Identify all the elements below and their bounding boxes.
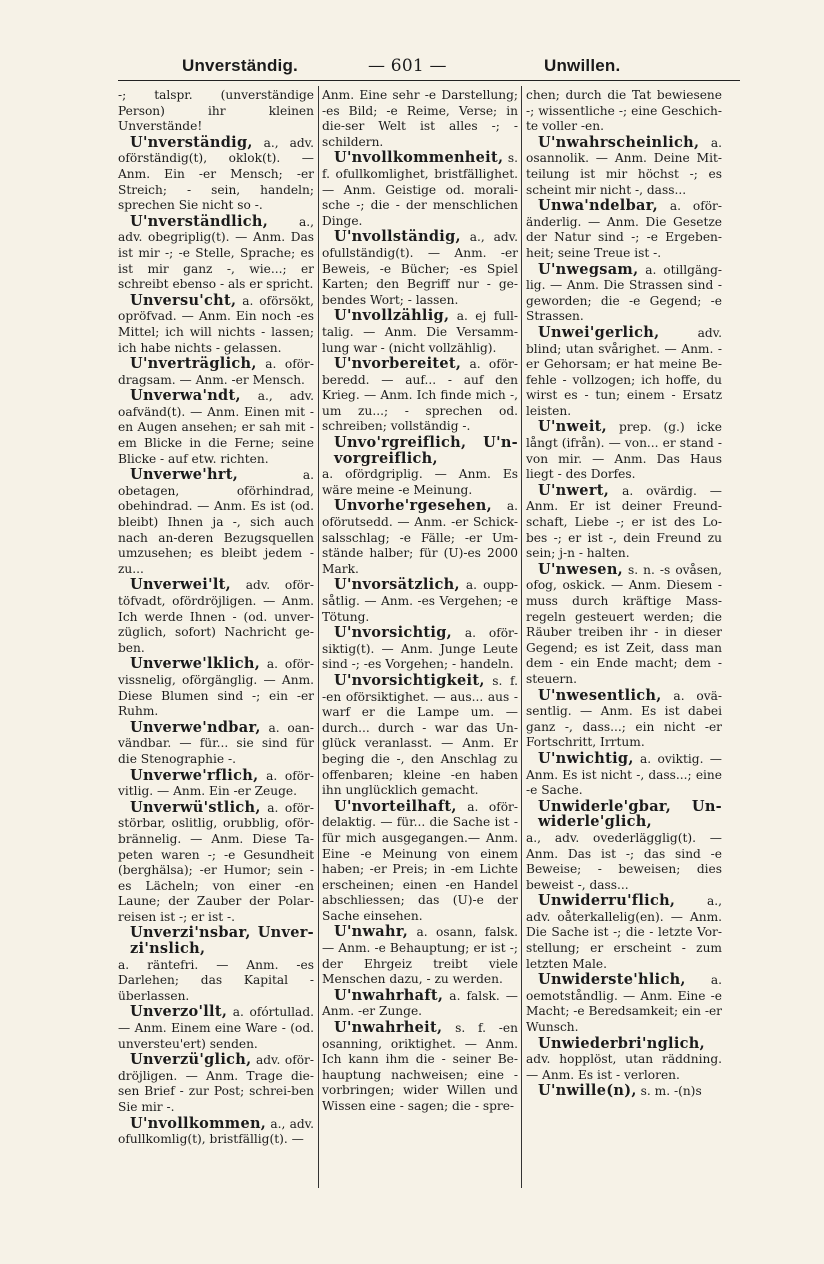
entry-headword: U'nwahrhaft, (334, 986, 444, 1004)
dictionary-entry (322, 799, 518, 925)
entry-text: s. n. -s ovåsen, ofog, oskick. — Anm. Diesem - muss durch kräftige Mass-regeln gesteuert werden; die Räuber treiben ihr - in dieser Gegend; es ist Zeit, dass man dem - ein Ende macht; dem - steuern. (526, 562, 722, 686)
entry-text: -; talspr. (unverständige Person) ihr kleinen Unverstände! (118, 88, 314, 134)
entry-text: a. oför-vitlig. — Anm. Ein -er Zeuge. (118, 768, 314, 799)
entry-headword: Unwa'ndelbar, (538, 197, 658, 215)
entry-headword: U'nwegsam, (538, 260, 639, 278)
dictionary-entry (118, 293, 314, 356)
entry-text: a. oan-vändbar. — für... sie sind für die Stenographie -. (118, 720, 314, 766)
dictionary-entry (526, 893, 722, 972)
text-column-1 (118, 88, 314, 1148)
dictionary-entry (322, 673, 518, 799)
entry-headword: Unwiderru'flich, (538, 892, 676, 910)
entry-text: a., adv. oförständig(t), oklok(t). — Anm. Ein -er Mensch; -er Streich; - sein, handeln; sprechen Sie nicht so -. (118, 135, 314, 213)
dictionary-entry (118, 214, 314, 293)
entry-headword: Unverzü'glich, (130, 1051, 252, 1069)
entry-headword: U'nwahrheit, (334, 1019, 443, 1037)
dictionary-entry (526, 88, 722, 135)
header-rule (118, 80, 740, 81)
entry-headword: U'nwesentlich, (538, 686, 662, 704)
entry-text: a. oför-änderlig. — Anm. Die Gesetze der Natur sind -; -e Ergeben-heit; seine Treue ist -. (526, 199, 722, 260)
dictionary-entry (118, 800, 314, 926)
entry-text: adv. hopplöst, utan räddning. — Anm. Es ist - verloren. (526, 1052, 722, 1082)
entry-text: a. oför-delaktig. — für... die Sache ist - für mich ausgegangen.— Anm. Eine -e Meinung von einem haben; -er Preis; in -em Lichte erscheinen; einen -en Handel abschliessen; das (U)-e der Sache einsehen. (322, 799, 518, 923)
entry-text: a. ej full-talig. — Anm. Die Versamm-lung war - (nicht vollzählig). (322, 309, 518, 355)
dictionary-entry (322, 229, 518, 308)
entry-text: a. oför-dragsam. — Anm. -er Mensch. (118, 357, 314, 387)
dictionary-entry (118, 135, 314, 214)
entry-text: a. falsk. — Anm. -er Zunge. (322, 988, 518, 1019)
entry-text: a., adv. ovederlägglig(t). — Anm. Das ist -; das sind -e Beweise; - beweisen; dies beweist -, dass... (526, 830, 722, 892)
entry-headword: U'nvollkommenheit, (334, 149, 504, 167)
dictionary-entry (118, 1116, 314, 1148)
dictionary-entry (526, 688, 722, 751)
entry-text: a. ofórtullad. — Anm. Einem eine Ware - (od. unversteu'ert) senden. (118, 1005, 314, 1051)
text-column-3 (526, 88, 722, 1100)
entry-headword: Unverwe'rflich, (130, 766, 259, 784)
dictionary-entry (118, 656, 314, 719)
entry-text: a., adv. obegriplig(t). — Anm. Das ist mir -; -e Stelle, Sprache; es ist mir ganz -, wie...; er schreibt ebenso - als er spricht. (118, 214, 314, 292)
dictionary-entry (118, 1004, 314, 1052)
dictionary-entry (526, 483, 722, 562)
entry-text: s. f. ofullkomlighet, bristfällighet. — Anm. Geistige od. morali-sche -; die - der menschlichen Dinge. (322, 151, 518, 228)
entry-headword: Unvo'rgreiflich, U'n-vorgreiflich, (334, 434, 518, 467)
entry-headword: U'nweit, (538, 418, 607, 436)
entry-text: a. oupp-såtlig. — Anm. -es Vergehen; -e Tötung. (322, 578, 518, 624)
dictionary-entry (526, 419, 722, 482)
entry-headword: Unverwa'ndt, (130, 387, 241, 405)
entry-text: a. ofördgriplig. — Anm. Es wäre meine -e Meinung. (322, 467, 518, 497)
entry-headword: Unverwe'lklich, (130, 655, 261, 673)
entry-headword: Unverwe'hrt, (130, 466, 239, 484)
entry-text: a. osann, falsk. — Anm. -e Behauptung; er ist -; der Ehrgeiz treibt viele Menschen dazu, - zu werden. (322, 925, 518, 987)
dictionary-entry (526, 562, 722, 688)
dictionary-entry (118, 356, 314, 388)
page-header (118, 56, 738, 82)
dictionary-entry (118, 1052, 314, 1115)
entry-text: s. m. -(n)s (636, 1084, 702, 1099)
entry-headword: Unwiderste'hlich, (538, 971, 686, 989)
header-guideword-right: Unwillen. (544, 56, 621, 75)
entry-text: adv. blind; utan svårighet. — Anm. -er Gehorsam; er hat meine Be-fehle - vollzogen; ich hoffe, du wirst es - tun; einem - Ersatz leisten. (526, 325, 722, 418)
dictionary-entry (322, 435, 518, 498)
entry-text: a. otillgäng-lig. — Anm. Die Strassen sind - geworden; die -e Gegend; -e Strassen. (526, 262, 722, 324)
entry-text: a. oför-störbar, oslitlig, orubblig, oför-brännelig. — Anm. Diese Ta-peten waren -; -e Gesundheit (berghälsa); -er Humor; sein -es Lächeln; von einer -en Laune; der Zauber der Polar-reisen ist -; er ist -. (118, 800, 314, 924)
dictionary-entry (526, 799, 722, 894)
entry-headword: U'nvorsätzlich, (334, 576, 460, 594)
dictionary-entry (118, 720, 314, 768)
entry-text: s. f. -en osanning, oriktighet. — Anm. Ich kann ihm die - seiner Be-hauptung nachweisen; eine - vorbringen; wider Willen und Wissen eine - sagen; die - spre- (322, 1021, 518, 1113)
dictionary-entry (322, 577, 518, 625)
entry-text: a. oför-beredd. — auf... - auf den Krieg. — Anm. Ich finde mich -, um zu...; - sprechen od. schreiben; vollständig -. (322, 357, 518, 434)
dictionary-entry (322, 625, 518, 673)
dictionary-entry (118, 577, 314, 656)
dictionary-entry (322, 150, 518, 229)
entry-text: a. ovä-sentlig. — Anm. Es ist dabei ganz -, dass...; ein nicht -er Fortschritt, Irrtum. (526, 688, 722, 750)
entry-headword: U'nverträglich, (130, 355, 257, 373)
entry-headword: U'nvollständig, (334, 228, 461, 246)
entry-headword: U'nverständlich, (130, 212, 269, 230)
entry-text: adv. oför-dröjligen. — Anm. Trage die-sen Brief - zur Post; schrei-ben Sie mir -. (118, 1053, 314, 1114)
entry-headword: Unverzi'nsbar, Unver-zi'nslich, (130, 924, 314, 958)
entry-headword: U'nwille(n), (538, 1082, 637, 1100)
entry-text: a. oemotståndlig. — Anm. Eine -e Macht; -e Beredsamkeit; ein -er Wunsch. (526, 973, 722, 1035)
dictionary-entry (118, 925, 314, 1004)
dictionary-entry (526, 198, 722, 261)
dictionary-entry (322, 356, 518, 435)
entry-headword: U'nvollzählig, (334, 307, 450, 325)
dictionary-entry (526, 262, 722, 325)
text-column-2 (322, 88, 518, 1115)
entry-text: a. obetagen, oförhindrad, obehindrad. — Anm. Es ist (od. bleibt) Ihnen ja -, sich auch nach an-deren Bezugsquellen umzusehen; es bleibt jedem - zu... (118, 468, 314, 576)
entry-text: a. oförutsedd. — Anm. -er Schick-salsschlag; -e Fälle; -er Um-stände halber; für (U)-es 2000 Mark. (322, 499, 518, 576)
dictionary-entry (322, 924, 518, 987)
entry-text: prep. (g.) icke långt (ifrån). — von... er stand - von mir. — Anm. Das Haus liegt - des Dorfes. (526, 420, 722, 482)
entry-text: a. osannolik. — Anm. Deine Mit-teilung ist mir höchst -; es scheint mir nicht -, dass... (526, 135, 722, 197)
entry-text: a. oförsökt, opröfvad. — Anm. Ein noch -es Mittel; ich will nichts - lassen; ich habe nichts - gelassen. (118, 293, 314, 355)
dictionary-entry (526, 751, 722, 799)
entry-text: a., adv. ofullkomlig(t), bristfällig(t). — (118, 1116, 314, 1147)
entry-text: a. oför-vissnelig, oförgänglig. — Anm. Diese Blumen sind -; ein -er Ruhm. (118, 657, 314, 719)
entry-text: a., adv. oafvänd(t). — Anm. Einen mit -en Augen ansehen; er sah mit -em Blicke in die Ferne; seine Blicke - auf etw. richten. (118, 389, 314, 466)
entry-headword: U'nwahrscheinlich, (538, 133, 700, 151)
entry-headword: U'nvorteilhaft, (334, 797, 457, 815)
entry-text: a., adv. ofullständig(t). — Anm. -er Beweis, -e Bücher; -es Spiel Karten; den Begriff nur - ge-bendes Wort; - lassen. (322, 230, 518, 307)
dictionary-entry (322, 1020, 518, 1115)
dictionary-entry (322, 308, 518, 356)
entry-headword: Unverwü'stlich, (130, 798, 261, 816)
column-divider (318, 86, 319, 1188)
entry-headword: U'nverständig, (130, 133, 253, 151)
entry-headword: U'nvorbereitet, (334, 355, 462, 373)
dictionary-entry (526, 1083, 722, 1100)
entry-headword: U'nvorsichtig, (334, 624, 452, 642)
dictionary-entry (526, 972, 722, 1035)
dictionary-entry (526, 1036, 722, 1084)
dictionary-entry (118, 467, 314, 577)
entry-text: a. oviktig. — Anm. Es ist nicht -, dass...; eine -e Sache. (526, 751, 722, 798)
entry-headword: U'nwesen, (538, 560, 624, 578)
page-number: — 601 — (368, 56, 447, 76)
dictionary-entry (118, 388, 314, 467)
column-divider (521, 86, 522, 1188)
entry-headword: Unwiederbri'nglich, (538, 1034, 705, 1052)
dictionary-entry (322, 88, 518, 150)
entry-headword: Unverzo'llt, (130, 1003, 228, 1021)
entry-headword: U'nwahr, (334, 923, 409, 941)
dictionary-entry (322, 498, 518, 577)
entry-text: Anm. Eine sehr -e Darstellung; -es Bild; -e Reime, Verse; in die-ser Welt ist alles -; - schildern. (322, 88, 518, 149)
entry-text: a., adv. oåterkallelig(en). — Anm. Die Sache ist -; die - letzte Vor-stellung; er erscheint - zum letzten Male. (526, 894, 722, 971)
entry-text: a. oför-siktig(t). — Anm. Junge Leute sind -; -es Vorgehen; - handeln. (322, 626, 518, 672)
entry-text: chen; durch die Tat bewiesene -; wissentliche -; eine Geschich-te voller -en. (526, 88, 722, 134)
entry-text: s. f. -en oförsiktighet. — aus... aus - warf er die Lampe um. — durch... durch - war das Un-glück veranlasst. — Anm. Er beging die -, den Anschlag zu offenbaren; kleine -en haben ihn unglücklich gemacht. (322, 673, 518, 798)
dictionary-entry (118, 88, 314, 135)
entry-text: a. räntefri. — Anm. -es Darlehen; das Kapital - überlassen. (118, 957, 314, 1003)
entry-headword: Unwei'gerlich, (538, 323, 660, 341)
entry-headword: Unwiderle'gbar, Un-widerle'glich, (538, 797, 722, 831)
entry-text: adv. oför-töfvadt, ofördröjligen. — Anm. Ich werde Ihnen - (od. unver-züglich, sofort) Nachricht ge-ben. (118, 578, 314, 655)
entry-headword: U'nvorsichtigkeit, (334, 671, 485, 689)
entry-headword: U'nwichtig, (538, 749, 634, 767)
dictionary-entry (322, 988, 518, 1020)
entry-headword: Unverwei'lt, (130, 576, 231, 594)
dictionary-entry (118, 768, 314, 800)
entry-headword: Unverwe'ndbar, (130, 718, 261, 736)
entry-headword: U'nvollkommen, (130, 1114, 267, 1132)
entry-headword: Unvorhe'rgesehen, (334, 497, 492, 515)
dictionary-entry (526, 135, 722, 198)
entry-headword: U'nwert, (538, 481, 610, 499)
entry-headword: Unversu'cht, (130, 291, 237, 309)
entry-text: a. ovärdig. — Anm. Er ist deiner Freund-schaft, Liebe -; er ist des Lo-bes -; er ist -, dein Freund zu sein; j-n - halten. (526, 483, 722, 561)
header-guideword-left: Unverständig. (182, 56, 298, 75)
dictionary-entry (526, 325, 722, 420)
